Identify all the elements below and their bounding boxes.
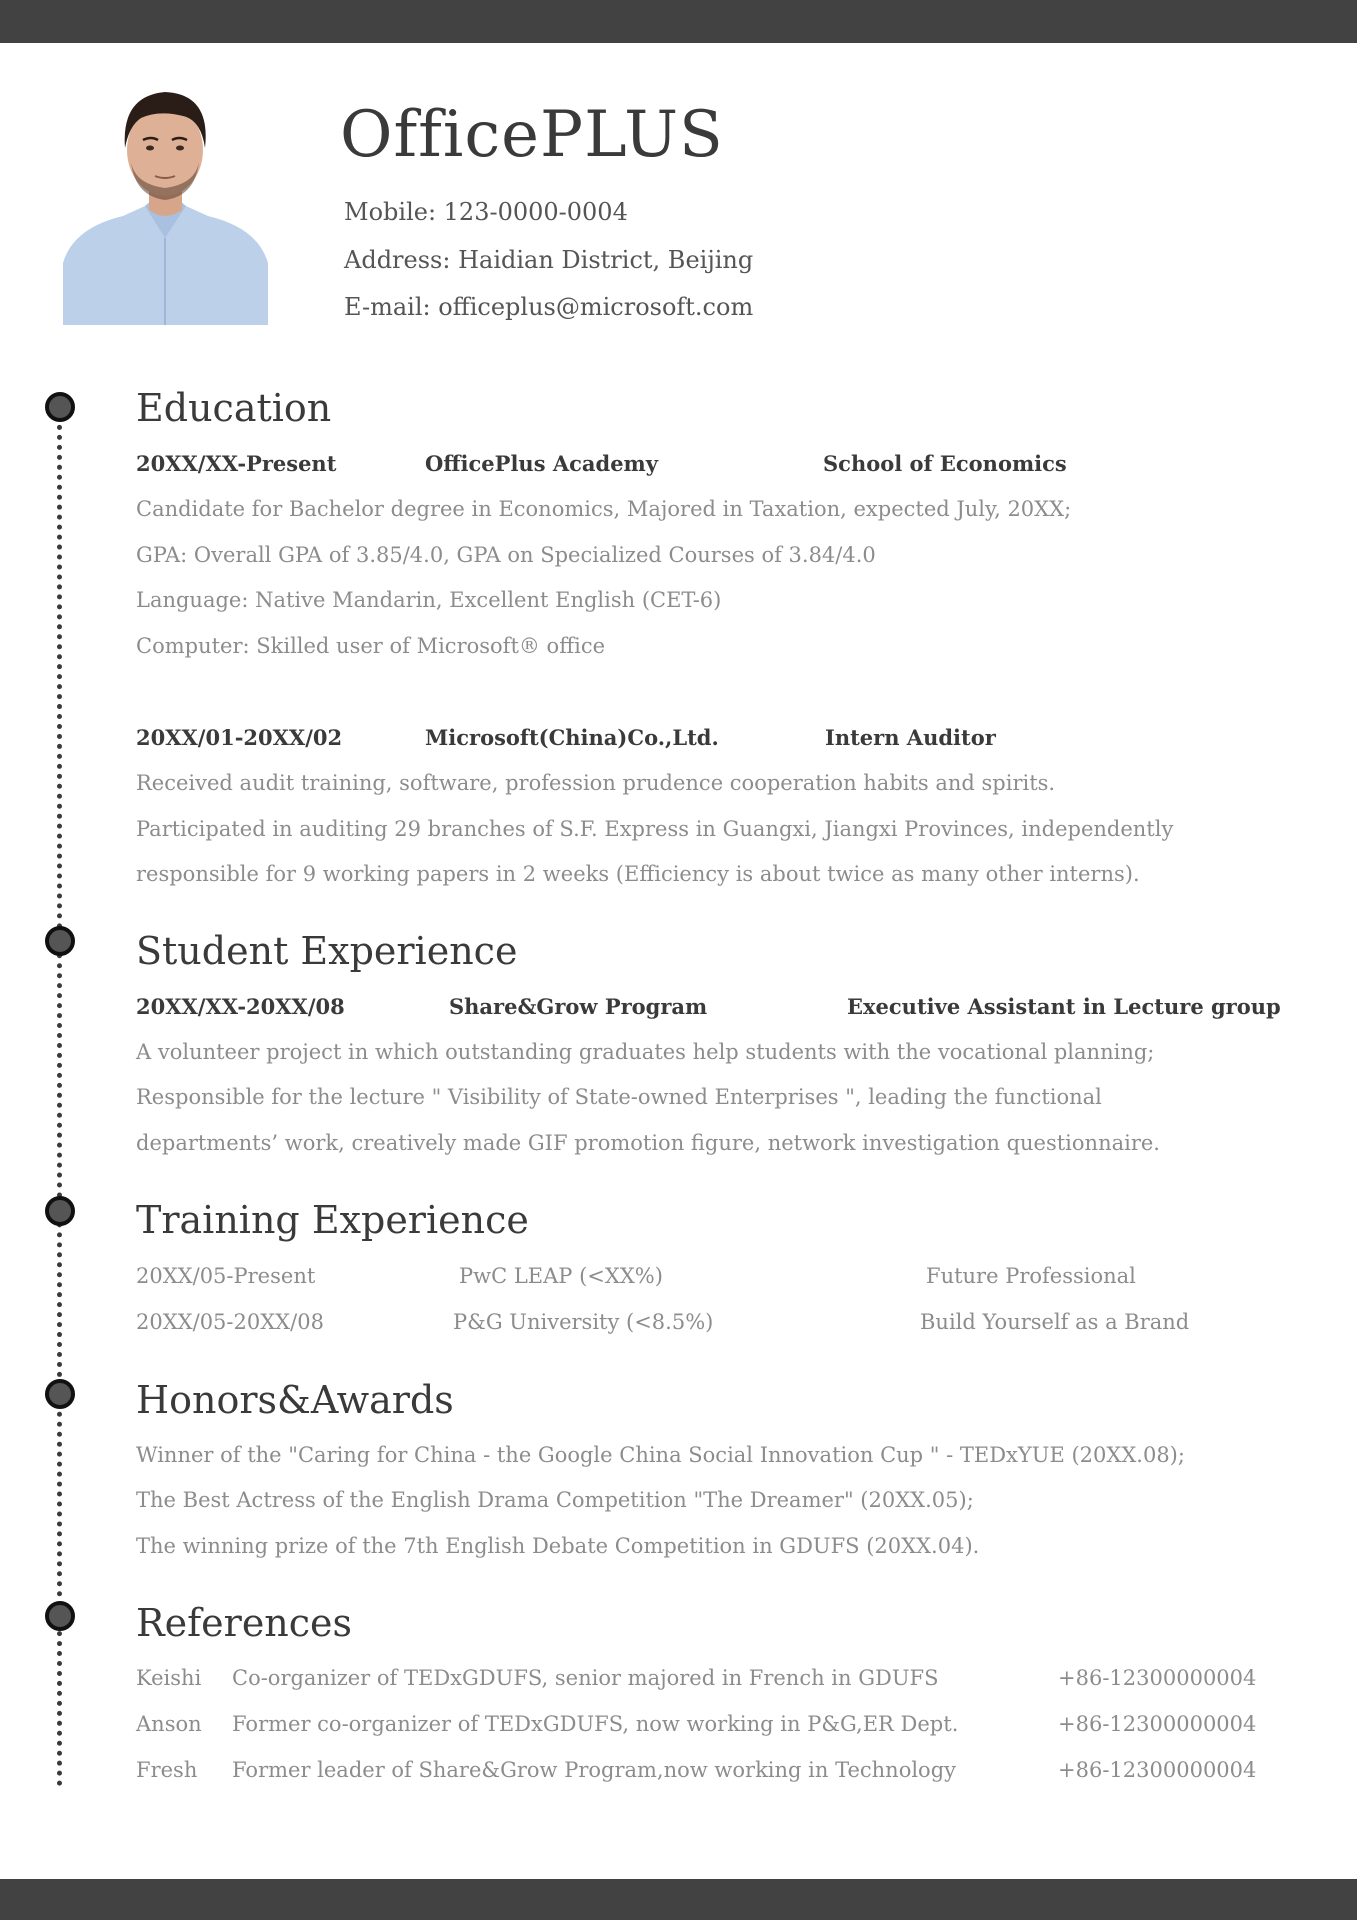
reference-row-3-desc: Former leader of Share&Grow Program,now working in Technology <box>232 1758 956 1782</box>
education-date: 20XX/XX-Present <box>136 451 337 476</box>
person-avatar-icon <box>63 88 268 325</box>
timeline-line <box>57 405 62 1787</box>
student-line-3: departments’ work, creatively made GIF promotion figure, network investigation questionnaire. <box>136 1131 1160 1155</box>
profile-photo <box>63 88 268 325</box>
section-title-references: References <box>136 1601 353 1645</box>
bottom-bar <box>0 1879 1357 1920</box>
honors-line-1: Winner of the "Caring for China - the Google China Social Innovation Cup " - TEDxYUE (20XX.08); <box>136 1443 1185 1467</box>
internship-date: 20XX/01-20XX/02 <box>136 725 343 750</box>
reference-row-3-name: Fresh <box>136 1758 198 1782</box>
student-role: Executive Assistant in Lecture group <box>847 994 1281 1019</box>
internship-line-3: responsible for 9 working papers in 2 weeks (Efficiency is about twice as many other interns). <box>136 862 1140 886</box>
timeline-dot-references <box>45 1601 75 1631</box>
contact-email[interactable]: E-mail: officeplus@microsoft.com <box>344 293 754 321</box>
training-row-1-role: Future Professional <box>926 1264 1136 1288</box>
timeline-dot-training <box>45 1196 75 1226</box>
internship-line-2: Participated in auditing 29 branches of S.F. Express in Guangxi, Jiangxi Provinces, independently <box>136 817 1174 841</box>
timeline-dot-education <box>45 392 75 422</box>
training-row-2-role: Build Yourself as a Brand <box>920 1310 1190 1334</box>
student-line-1: A volunteer project in which outstanding graduates help students with the vocational planning; <box>136 1040 1155 1064</box>
internship-line-1: Received audit training, software, profession prudence cooperation habits and spirits. <box>136 771 1056 795</box>
honors-line-3: The winning prize of the 7th English Debate Competition in GDUFS (20XX.04). <box>136 1534 980 1558</box>
reference-row-2-desc: Former co-organizer of TEDxGDUFS, now working in P&G,ER Dept. <box>232 1712 959 1736</box>
training-row-2-org: P&G University (<8.5%) <box>453 1310 714 1334</box>
training-row-1-date: 20XX/05-Present <box>136 1264 316 1288</box>
section-title-training: Training Experience <box>136 1198 529 1242</box>
training-row-2-date: 20XX/05-20XX/08 <box>136 1310 324 1334</box>
education-line-4: Computer: Skilled user of Microsoft® office <box>136 634 606 658</box>
education-line-3: Language: Native Mandarin, Excellent English (CET-6) <box>136 588 722 612</box>
section-title-honors: Honors&Awards <box>136 1378 454 1422</box>
student-line-2: Responsible for the lecture " Visibility of State-owned Enterprises ", leading the functional <box>136 1085 1102 1109</box>
reference-row-1-phone: +86-12300000004 <box>1058 1666 1257 1690</box>
reference-row-1-name: Keishi <box>136 1666 202 1690</box>
internship-role: Intern Auditor <box>825 725 996 750</box>
contact-address: Address: Haidian District, Beijing <box>344 246 754 274</box>
education-line-2: GPA: Overall GPA of 3.85/4.0, GPA on Specialized Courses of 3.84/4.0 <box>136 543 876 567</box>
honors-line-2: The Best Actress of the English Drama Competition "The Dreamer" (20XX.05); <box>136 1488 974 1512</box>
reference-row-1-desc: Co-organizer of TEDxGDUFS, senior majored in French in GDUFS <box>232 1666 939 1690</box>
reference-row-2-phone: +86-12300000004 <box>1058 1712 1257 1736</box>
name-title: OfficePLUS <box>340 98 724 172</box>
internship-org: Microsoft(China)Co.,Ltd. <box>425 725 719 750</box>
top-bar <box>0 0 1357 43</box>
training-row-1-org: PwC LEAP (<XX%) <box>459 1264 663 1288</box>
education-role: School of Economics <box>823 451 1067 476</box>
timeline-dot-honors <box>45 1379 75 1409</box>
timeline-dot-student <box>45 926 75 956</box>
contact-mobile: Mobile: 123-0000-0004 <box>344 198 628 226</box>
reference-row-3-phone: +86-12300000004 <box>1058 1758 1257 1782</box>
reference-row-2-name: Anson <box>136 1712 202 1736</box>
section-title-education: Education <box>136 386 332 430</box>
education-org: OfficePlus Academy <box>425 451 658 476</box>
student-date: 20XX/XX-20XX/08 <box>136 994 345 1019</box>
section-title-student: Student Experience <box>136 929 518 973</box>
student-org: Share&Grow Program <box>449 994 708 1019</box>
education-line-1: Candidate for Bachelor degree in Economics, Majored in Taxation, expected July, 20XX; <box>136 497 1072 521</box>
